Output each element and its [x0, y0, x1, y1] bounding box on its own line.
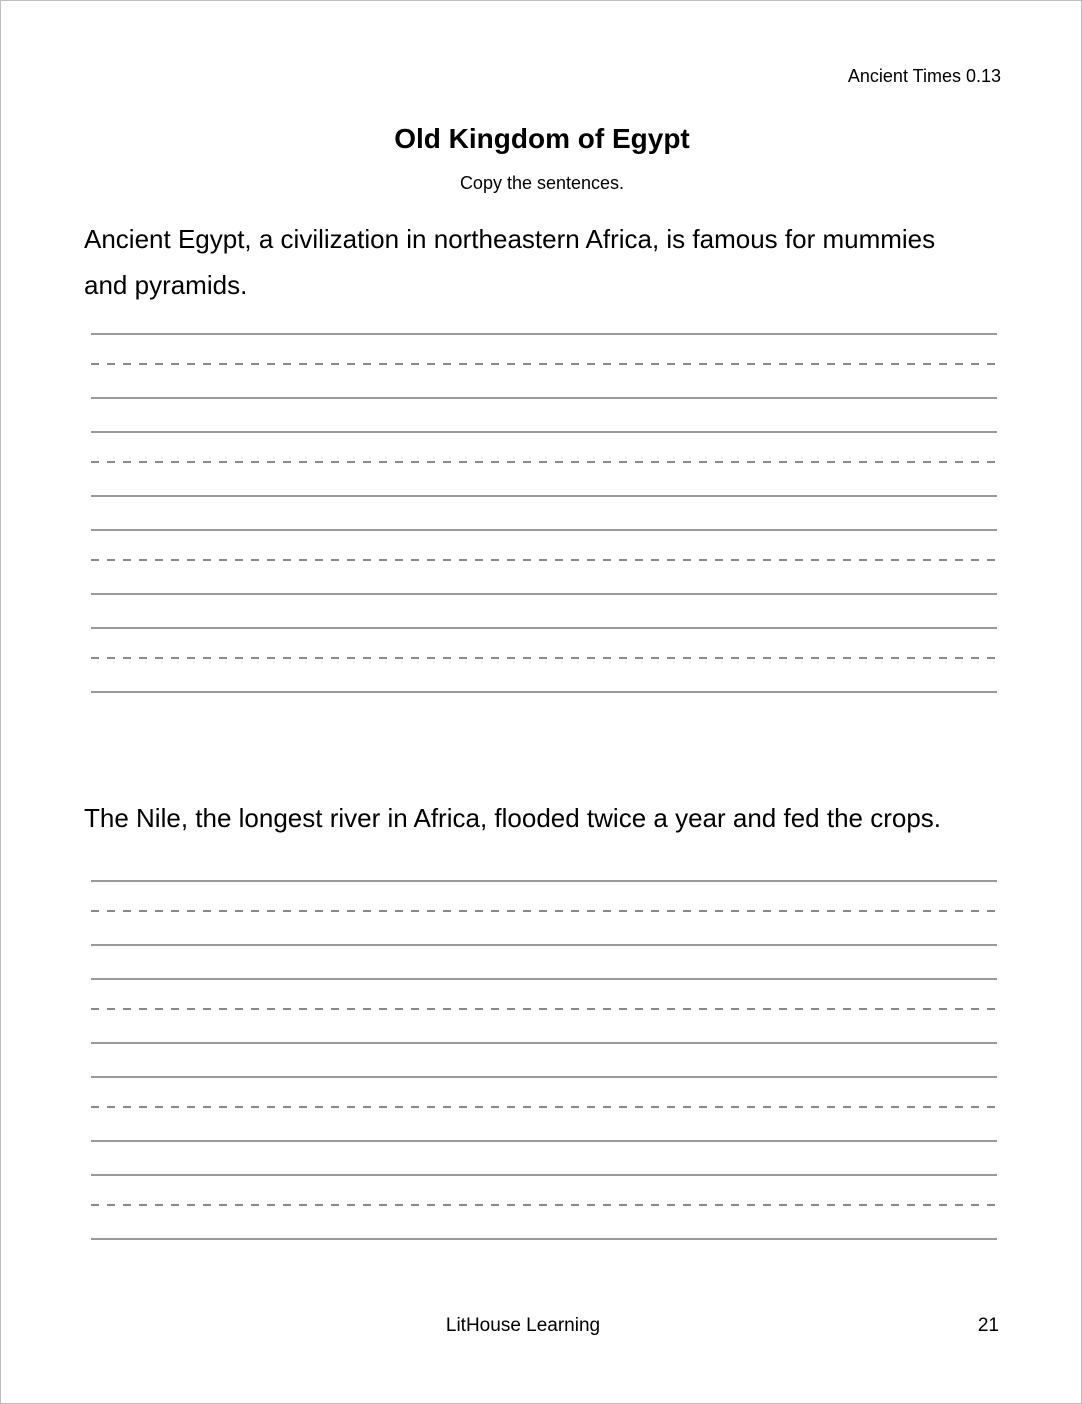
baseline-rule: [91, 593, 997, 595]
writing-line[interactable]: [91, 431, 997, 497]
top-rule: [91, 978, 997, 980]
instruction-text: Copy the sentences.: [459, 173, 625, 193]
writing-line[interactable]: [91, 1076, 997, 1142]
sentence-1: Ancient Egypt, a civilization in northeastern Africa, is famous for mummies and pyramids.: [84, 224, 936, 300]
page-title: Old Kingdom of Egypt: [394, 123, 690, 154]
midline-dashed: [91, 910, 997, 912]
baseline-rule: [91, 495, 997, 497]
top-rule: [91, 1174, 997, 1176]
baseline-rule: [91, 1140, 997, 1142]
top-rule: [91, 880, 997, 882]
midline-dashed: [91, 1008, 997, 1010]
midline-dashed: [91, 657, 997, 659]
top-rule: [91, 627, 997, 629]
handwriting-lines-2[interactable]: [91, 880, 997, 1272]
sentence-2: The Nile, the longest river in Africa, flooded twice a year and fed the crops.: [84, 803, 942, 833]
midline-dashed: [91, 1106, 997, 1108]
baseline-rule: [91, 691, 997, 693]
writing-line[interactable]: [91, 627, 997, 693]
top-rule: [91, 529, 997, 531]
writing-line[interactable]: [91, 1174, 997, 1240]
writing-line[interactable]: [91, 880, 997, 946]
baseline-rule: [91, 1238, 997, 1240]
top-rule: [91, 431, 997, 433]
top-rule: [91, 1076, 997, 1078]
writing-line[interactable]: [91, 978, 997, 1044]
page-number: 21: [977, 1315, 999, 1336]
footer-publisher: LitHouse Learning: [445, 1315, 601, 1336]
top-rule: [91, 333, 997, 335]
handwriting-lines-1[interactable]: [91, 333, 997, 725]
baseline-rule: [91, 1042, 997, 1044]
midline-dashed: [91, 559, 997, 561]
writing-line[interactable]: [91, 333, 997, 399]
midline-dashed: [91, 1204, 997, 1206]
baseline-rule: [91, 397, 997, 399]
midline-dashed: [91, 461, 997, 463]
midline-dashed: [91, 363, 997, 365]
baseline-rule: [91, 944, 997, 946]
header-tag: Ancient Times 0.13: [847, 66, 1001, 86]
writing-line[interactable]: [91, 529, 997, 595]
